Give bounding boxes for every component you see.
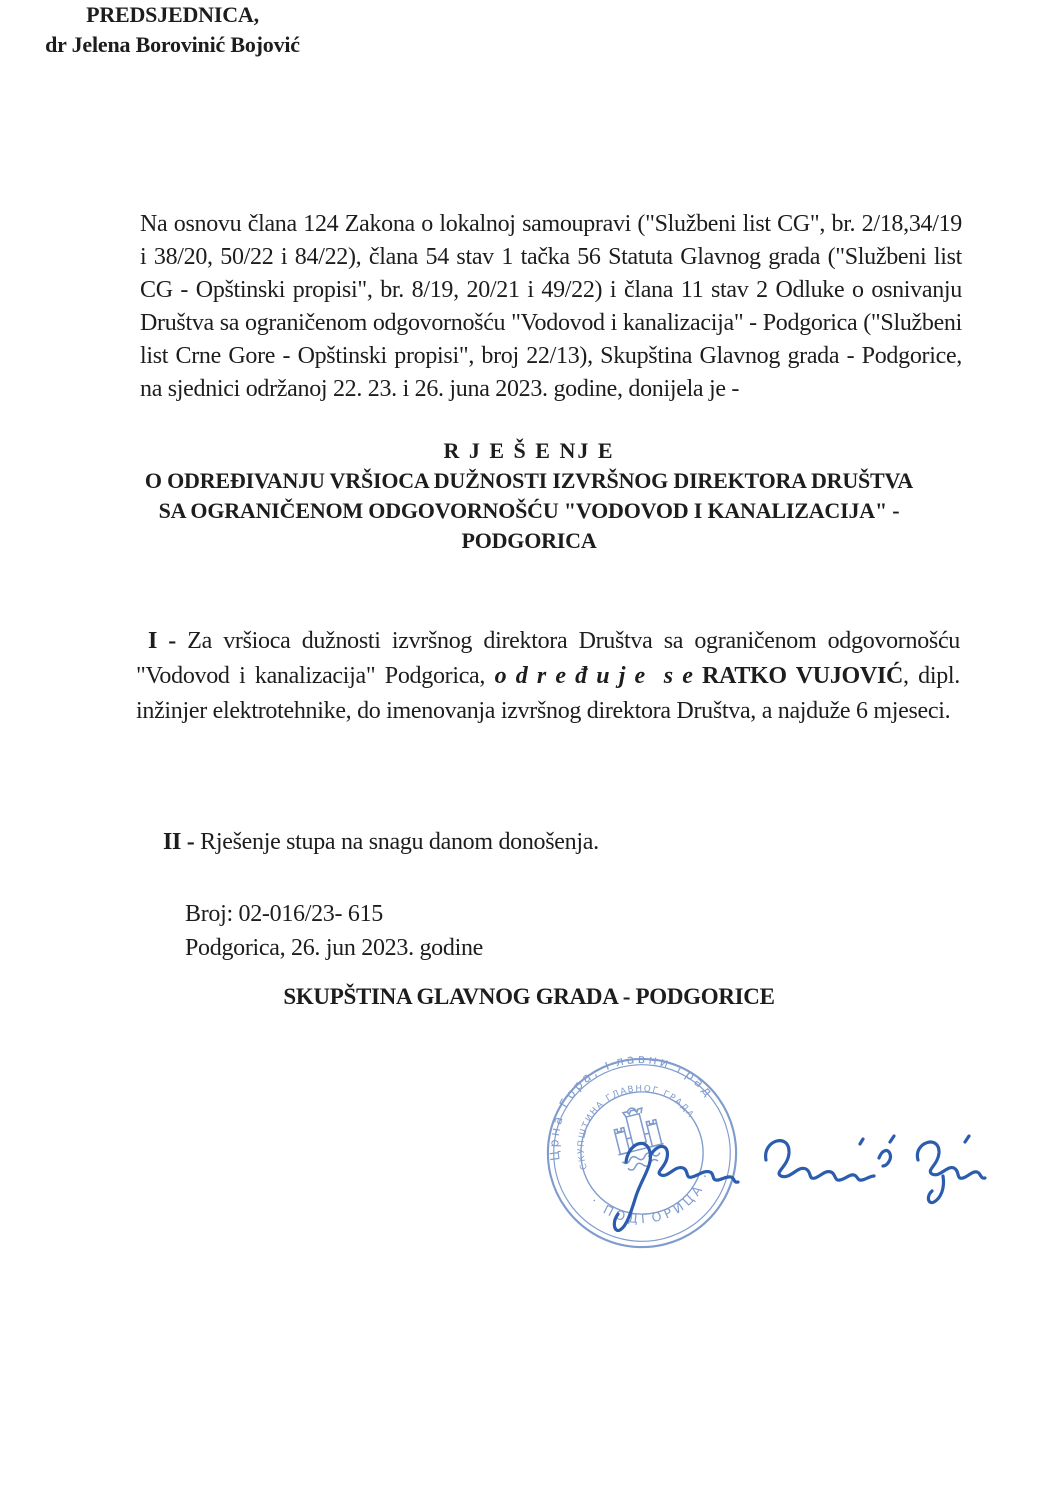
reference-number: Broj: 02-016/23- 615 bbox=[185, 901, 383, 927]
stamp-bottom-text: · ПОДГОРИЦА · bbox=[587, 1167, 715, 1227]
title-line-2: O ODREĐIVANJU VRŠIOCA DUŽNOSTI IZVRŠNOG DIREKTORA DRUŠTVA bbox=[144, 468, 914, 493]
article-1-label: I - bbox=[148, 628, 176, 654]
article-2 bbox=[163, 825, 923, 859]
article-1-emphasis: o d r e đ u j e s e bbox=[494, 663, 693, 689]
article-1-appointee-name: RATKO VUJOVIĆ bbox=[692, 663, 904, 689]
article-1-text-after: , dipl. inžinjer elektrotehnike, do imenovanja izvršnog direktora Društva, a najduže 6 mjeseci. bbox=[136, 663, 960, 724]
title-line-1: R J E Š E NJ E bbox=[443, 438, 615, 463]
signatory-role: PREDSJEDNICA, bbox=[86, 2, 259, 27]
stamp-inner-text: СКУПШТИНА ГЛАВНОГ ГРАДА bbox=[576, 1084, 696, 1171]
signature-icon bbox=[598, 1116, 998, 1241]
article-2-label: II - bbox=[163, 829, 195, 855]
reference-place-date: Podgorica, 26. jun 2023. godine bbox=[185, 935, 484, 961]
article-1 bbox=[136, 624, 960, 729]
handwritten-signature bbox=[598, 1116, 998, 1241]
signatory-block bbox=[0, 0, 345, 60]
article-2-text: Rješenje stupa na snagu danom donošenja. bbox=[194, 829, 599, 855]
document-title bbox=[118, 436, 940, 556]
issuer-name: SKUPŠTINA GLAVNOG GRADA - PODGORICE bbox=[283, 984, 775, 1009]
intro-paragraph: Na osnovu člana 124 Zakona o lokalnoj samoupravi ("Službeni list CG", br. 2/18,34/19 i 38/20, 50/22 i 84/22), člana 54 stav 1 tačka 56 Statuta Glavnog grada ("Službeni list CG - Opštinski propisi", br. 8/19, 20/21 i 49/22) i člana 11 stav 2 Odluke o osnivanju Društva sa ograničenom odgovornošću "Vodovod i kanalizacija" - Podgorica ("Službeni list Crne Gore - Opštinski propisi", broj 22/13), Skupština Glavnog grada - Podgorice, na sjednici održanoj 22. 23. i 26. juna 2023. godine, donijela je - bbox=[140, 211, 962, 402]
signatory-name: dr Jelena Borovinić Bojović bbox=[45, 32, 300, 57]
reference-block bbox=[185, 897, 483, 965]
title-line-4: PODGORICA bbox=[461, 528, 597, 553]
article-1-text-before: Za vršioca dužnosti izvršnog direktora Društva sa ograničenom odgovornošću "Vodovod i kanalizacija" Podgorica, bbox=[136, 628, 960, 689]
stamp-outer-text: Црна Гора, Главни град bbox=[546, 1050, 718, 1162]
title-line-3: SA OGRANIČENOM ODGOVORNOŠĆU "VODOVOD I KANALIZACIJA" - bbox=[158, 498, 900, 523]
